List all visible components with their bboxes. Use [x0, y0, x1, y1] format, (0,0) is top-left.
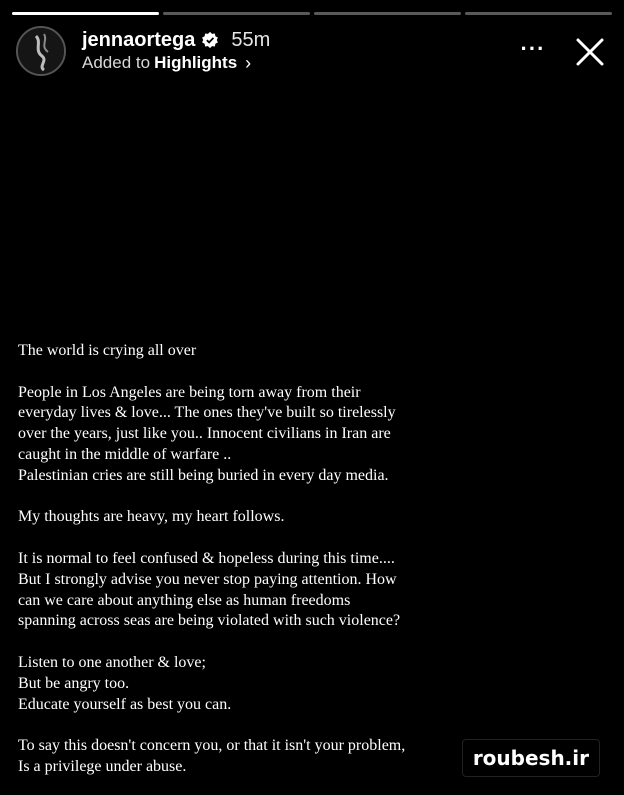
close-icon [572, 34, 608, 70]
text-line: My thoughts are heavy, my heart follows. [18, 508, 285, 526]
text-line: over the years, just like you.. Innocent civilians in Iran are [18, 425, 391, 443]
progress-segment [12, 12, 159, 15]
story-text-body [18, 341, 478, 778]
progress-segment [314, 12, 461, 15]
text-line: spanning across seas are being violated with such violence? [18, 612, 401, 630]
story-paragraph [18, 653, 478, 715]
avatar-image [18, 28, 64, 74]
story-header [16, 26, 608, 78]
text-line: everyday lives & love... The ones they've built so tirelessly [18, 404, 396, 422]
progress-segment [465, 12, 612, 15]
close-button[interactable] [572, 34, 608, 70]
text-line: Educate yourself as best you can. [18, 695, 232, 713]
story-paragraph [18, 736, 478, 778]
text-line: The world is crying all over [18, 342, 197, 359]
user-row [82, 28, 270, 52]
more-dots-icon: ··· [520, 36, 546, 61]
more-options-button[interactable] [518, 34, 548, 64]
progress-segment [163, 12, 310, 15]
text-line: To say this doesn't concern you, or that it isn't your problem, [18, 737, 406, 755]
username[interactable]: jennaortega [82, 29, 196, 51]
text-line: can we care about anything else as human freedoms [18, 591, 351, 609]
text-line: But be angry too. [18, 674, 130, 692]
story-paragraph [18, 507, 478, 528]
watermark: roubesh.ir [462, 739, 600, 777]
verified-badge-icon [201, 31, 219, 49]
story-paragraph [18, 383, 478, 487]
story-paragraph [18, 341, 478, 362]
added-to-label: Added to [82, 53, 151, 72]
story-progress-bar [12, 12, 612, 15]
text-line: It is normal to feel confused & hopeless during this time.... [18, 549, 395, 567]
highlights-link[interactable] [82, 52, 251, 74]
text-line: Palestinian cries are still being buried in every day media. [18, 466, 389, 484]
text-line: Listen to one another & love; [18, 653, 206, 671]
chevron-right-icon: › [245, 53, 252, 73]
text-line: caught in the middle of warfare .. [18, 445, 232, 463]
text-line: Is a privilege under abuse. [18, 757, 187, 775]
avatar[interactable] [16, 26, 66, 76]
progress-fill [12, 12, 159, 15]
text-line: But I strongly advise you never stop paying attention. How [18, 570, 397, 588]
text-line: People in Los Angeles are being torn away from their [18, 383, 361, 401]
post-time: 55m [231, 29, 271, 51]
story-paragraph [18, 549, 478, 632]
highlights-label: Highlights [154, 53, 238, 72]
